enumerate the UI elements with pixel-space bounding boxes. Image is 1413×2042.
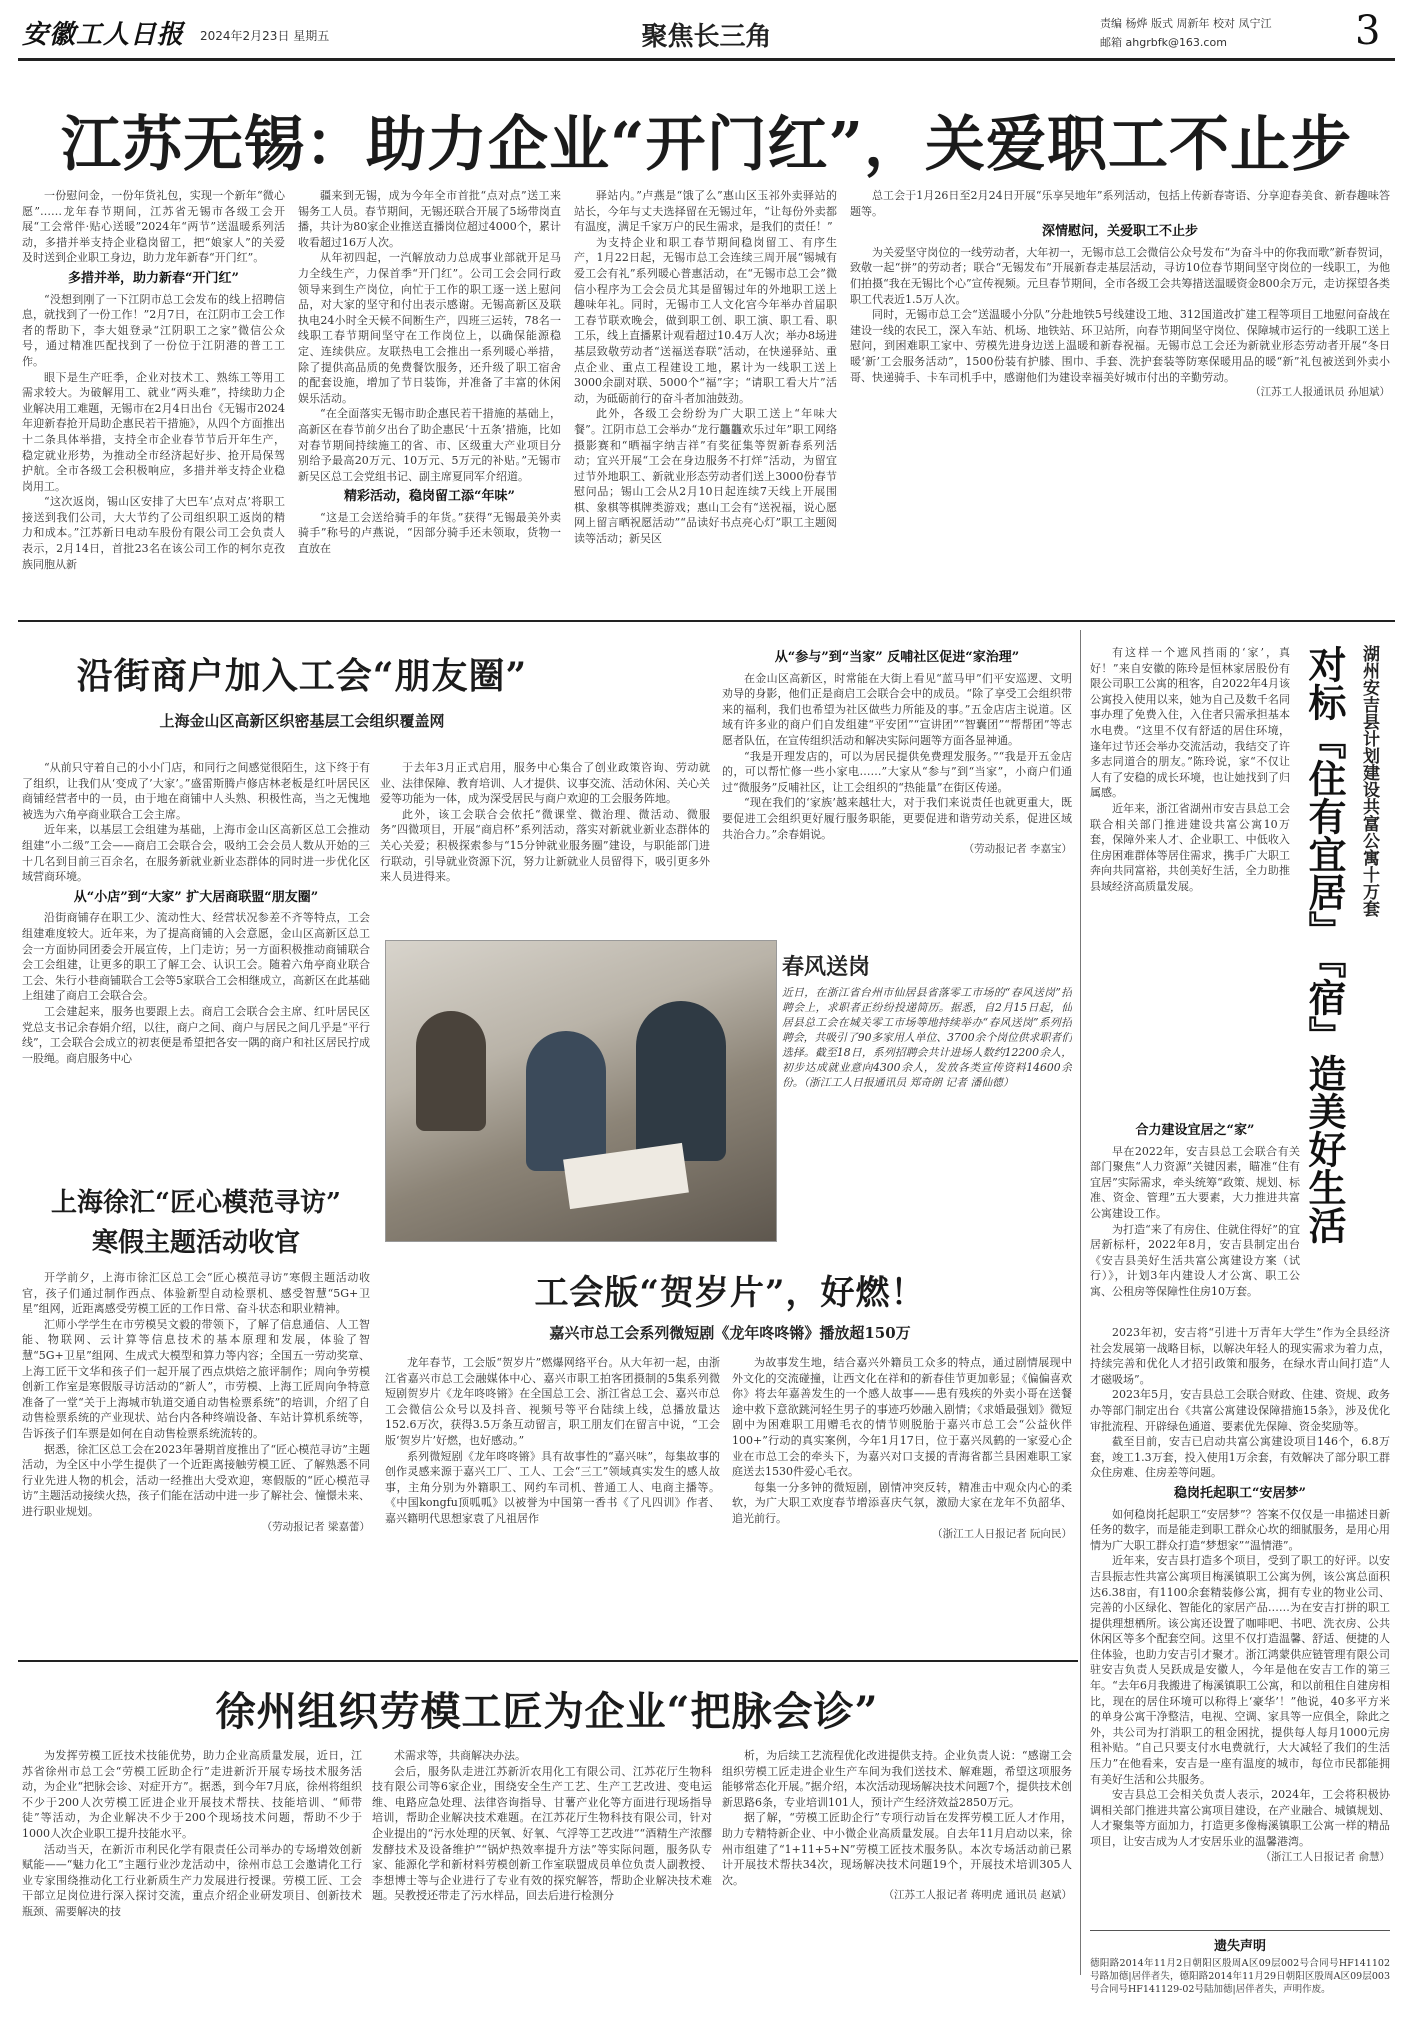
wuxi-col-3 <box>574 188 837 608</box>
lost-notice <box>1090 1930 1390 2026</box>
anji-para: 如何稳岗托起职工“安居梦”？答案不仅仅是一串描述日新任务的数字，而是能走到职工群众心坎的细腻服务，是用心用情为广大职工群众打造“梦想家”“温情港”。 <box>1090 1507 1390 1552</box>
xuzhou-col-2 <box>372 1748 712 2028</box>
column-divider <box>1080 630 1081 1975</box>
jinshan-para: 近年来，以基层工会组建为基础，上海市金山区高新区总工会推动组建“小二级”工会——商启工会联合会，吸纳工会会员人数从开始的三十几名到目前三百余名，在服务新就业新业态群体的同时进一步优化区域营商环境。 <box>22 823 370 884</box>
jiaxing-headline: 工会版“贺岁片”，好燃！ <box>534 1273 926 1313</box>
jinshan-para: 工会建起来，服务也要跟上去。商启工会联合会主席、红叶居民区党总支书记余春娟介绍，以往，商户之间、商户与居民之间几乎是“平行线”，工会联合会成立的初衷便是希望把各安一隅的商户和社区居民拧成一股绳。商启服务中心 <box>22 1004 370 1065</box>
anji-col-mid <box>1090 1118 1300 1323</box>
xuzhou-para: 活动当天，在新沂市利民化学有限责任公司举办的专场增效创新赋能——“魅力化工”主题行业沙龙活动中，徐州市总工会邀请化工行业专家围绕推动化工行业新质生产力发展进行授课。劳模工匠、工会干部立足岗位进行深入探讨交流，重点介绍企业研发项目、创新技术瓶颈、需要解决的技 <box>22 1842 362 1918</box>
anji-headline-line-2: 『宿』造美好生活 <box>1302 940 1347 1244</box>
jiaxing-credit: （浙江工人日报记者 阮向民） <box>932 1527 1072 1540</box>
xuhui-credit: （劳动报记者 梁嘉蕾） <box>261 1520 370 1533</box>
jinshan-credit: （劳动报记者 李嘉宝） <box>963 843 1072 856</box>
wuxi-para: 一份慰问金，一份年货礼包，实现一个新年“微心愿”……龙年春节期间，江苏省无锡市各级工会开展“工会常伴·贴心送暖”2024年“两节”送温暖系列活动，多措并举支持企业稳岗留工，把“娘家人”的关爱及时送到企业职工身边，助力龙年新春“开门红”。 <box>22 189 285 265</box>
jinshan-subhead-1: 从“小店”到“大家” 扩大居商联盟“朋友圈” <box>73 889 319 905</box>
issue-date: 2024年2月23日 星期五 <box>200 29 330 43</box>
photo-title: 春风送岗 <box>782 954 871 980</box>
jinshan-para: 此外，该工会联合会依托“微课堂、微治理、微活动、微服务”四微项目，开展“商启杯”系列活动，落实对新就业新业态群体的关心关爱；积极探索参与“15分钟就业服务圈”建设，与职能部门进行联动，引导就业资源下沉，努力让新就业人员留得下，吸引更多外来人员进得来。 <box>380 807 710 884</box>
anji-para: 安吉县总工会相关负责人表示，2024年，工会将积极协调相关部门推进共富公寓项目建设，在产业融合、城镇规划、人才聚集等方面加力，打造更多像梅溪镇职工公寓一样的精品项目，让安吉成为人才安居乐业的温馨港湾。 <box>1090 1788 1390 1848</box>
wuxi-headline: 江苏无锡：助力企业“开门红”，关爱职工不止步 <box>60 110 1353 180</box>
jinshan-para: “从前只守着自己的小小门店，和同行之间感觉很陌生，这下终于有了组织，让我们从‘变成了’大家’。”盛雷斯腾卢修店林老板是红叶居民区商铺经营者中的一员，由于地在商铺中人头熟、积极性高，当之无愧地被选为六角亭商业联合工会主席。 <box>22 761 370 821</box>
editor-credits: 责编 杨烨 版式 周新年 校对 凤宁江 <box>1100 17 1272 30</box>
jinshan-para: 于去年3月正式启用，服务中心集合了创业政策咨询、劳动就业、法律保障、教育培训、人才提供、议事交流、活动休闲、关心关爱等功能为一体，成为深受居民与商户欢迎的工会服务阵地。 <box>380 761 710 806</box>
jiaxing-col-1 <box>385 1355 720 1650</box>
page-number: 3 <box>1355 8 1381 54</box>
xuhui-headline-line-1: 上海徐汇“匠心模范寻访” <box>51 1188 341 1218</box>
wuxi-para: 此外，各级工会纷纷为广大职工送上“年味大餐”。江阴市总工会举办“龙行龘龘欢乐过年”职工网络摄影赛和“晒福字纳吉祥”有奖征集等贺新春系列活动；宜兴开展“工会在身边服务不打烊”活动，为留宜过节外地职工、新就业形态劳动者们送上3000份春节慰问品；锡山工会从2月10日起连续7天线上开展围棋、象棋等棋牌类游戏；惠山工会有“送祝福，说心愿网上留言晒祝愿活动”“品读好书点亮心灯”职工主题阅读等活动；新吴区 <box>574 407 837 546</box>
anji-para: 2023年5月，安吉县总工会联合财政、住建、资规、政务办等部门制定出台《共富公寓建设保障措施15条》，涉及优化审批流程、开辟绿色通道、要素优先保障、资金奖励等。 <box>1090 1388 1390 1433</box>
jiaxing-para: 龙年春节，工会版“贺岁片”燃爆网络平台。从大年初一起，由浙江省嘉兴市总工会融媒体中心、嘉兴市职工拍客团摄制的5集系列微短剧贺岁片《龙年咚咚锵》在全国总工会、浙江省总工会、嘉兴市总工会微信公众号以及抖音、视频号等平台陆续上线，总播放量达152.6万次，获得3.5万条互动留言，职工朋友们在留言中说，“工会版‘贺岁片’好燃，也好感动。” <box>385 1356 720 1447</box>
anji-subhead-2: 稳岗托起职工“安居梦” <box>1174 1485 1306 1501</box>
anji-headline-line-1: 对标『住有宜居』 <box>1302 645 1347 949</box>
xuhui-para: 汇师小学学生在市劳模吴文毅的带领下，了解了信息通信、人工智能、物联网、云计算等信息技术的基本原理和发展，体验了智慧“5G+卫星”组网、生成式大模型和算力等内容；全国五一劳动奖章、上海工匠干文华和孩子们一起开展了西点烘焙之旅评制作；周向争劳模创新工作室是寒假版寻访活动的“新人”，市劳模、上海工匠周向争特意准备了一堂“关于上海城市轨道交通自动售检票系统”的培训，介绍了自动售检票系统的产业现状、站台内各种终端设备、车站计算机系统等，告诉孩子们车票是如何在自动售检票系统流转的。 <box>22 1317 370 1440</box>
jinshan-headline: 沿街商户加入工会“朋友圈” <box>76 655 528 697</box>
anji-credit: （浙江工人日报记者 俞慧） <box>1260 1850 1390 1863</box>
jiaxing-para: 为故事发生地，结合嘉兴外籍员工众多的特点，通过剧情展现中外文化的交流碰撞，让西文化在祥和的新春佳节更加彰显；《偏偏喜欢你》将去年嘉善发生的一个感人故事——患有残疾的外卖小哥在送餐途中救下意欲跳河轻生男子的事迹巧妙融入剧情；《求婚最强划》微短剧中为困难职工用赠毛衣的情节则脱胎于嘉兴市总工会“公益伙伴100+”行动的真实案例，今年1月17日，位于嘉兴凤鹤的一家爱心企业在市总工会的牵头下，为嘉兴对口支援的青海省都兰县困难职工家庭送去1530件爱心毛衣。 <box>732 1356 1072 1479</box>
xuzhou-para: 析，为后续工艺流程优化改进提供支持。企业负责人说：“感谢工会组织劳模工匠走进企业生产车间为我们送技术、解难题，希望这项服务能够常态化开展。”据介绍，本次活动现场解决技术问题7个，提供技术创新思路6条，专业培训101人，预计产生经济效益2850万元。 <box>722 1749 1072 1809</box>
jinshan-col-2 <box>380 760 710 935</box>
wuxi-para: “这是工会送给骑手的年货。”获得“无锡最美外卖骑手”称号的卢燕说，“因部分骑手还未领取，货物一直放在 <box>298 510 561 556</box>
wuxi-subhead-3: 深情慰问，关爱职工不止步 <box>1041 224 1198 240</box>
wuxi-para: 眼下是生产旺季，企业对技术工、熟练工等用工需求较大。为破解用工、就业“两头难”，持续助力企业解决用工难题，无锡市在2月4日出台《无锡市2024年迎新春抢开局助企惠民若干措施》，从四个方面推出十二条具体举措，支持全市企业春节节后开年生产，稳定就业形势，为推动全市经济起好步、抢开局保驾护航。全市各级工会积极响应，多措并举支持企业稳岗用工。 <box>22 370 285 493</box>
news-photo <box>385 940 777 1242</box>
jiaxing-deck: 嘉兴市总工会系列微短剧《龙年咚咚锵》播放超150万 <box>549 1324 911 1342</box>
xuzhou-para: 据了解，“劳模工匠助企行”专项行动旨在发挥劳模工匠人才作用，助力专精特新企业、中小微企业高质量发展。自去年11月启动以来，徐州市组建了“1+11+5+N”劳模工匠技术服务队。本次专场活动前已累计开展技术帮扶34次，现场解决技术问题19个，开展技术培训305人次。 <box>722 1811 1072 1887</box>
email: 邮箱 ahgrbfk@163.com <box>1100 36 1227 49</box>
newspaper-logo: 安徽工人日报 <box>22 20 185 50</box>
wuxi-col-2 <box>298 188 561 608</box>
xuzhou-para: 为发挥劳模工匠技术技能优势，助力企业高质量发展，近日，江苏省徐州市总工会“劳模工匠助企行”走进新沂开展专场技术服务活动，为企业“把脉会诊、对症开方”。据悉，到今年7月底，徐州将组织不少于200人次劳模工匠进企业开展技术帮扶、技能培训、“师带徒”等活动，为企业解决不少于200个现场技术问题，帮助不少于1000人次企业职工提升技能水平。 <box>22 1749 362 1840</box>
wuxi-para: 总工会于1月26日至2月24日开展“乐享吴地年”系列活动，包括上传新春寄语、分享迎春美食、新春趣味答题等。 <box>850 189 1390 218</box>
jiaxing-col-2 <box>732 1355 1072 1650</box>
anji-para: 近年来，浙江省湖州市安吉县总工会联合相关部门推进建设共富公寓10万套，保障外来人才、企业职工、中低收入住房困难群体等居住需求，携手广大职工奔向共同富裕，共创美好生活，全力助推县域经济高质量发展。 <box>1090 801 1290 893</box>
masthead-rule <box>18 58 1395 61</box>
anji-kicker: 湖州安吉县计划建设共富公寓十万套 <box>1359 645 1379 917</box>
jinshan-col-3 <box>722 645 1072 935</box>
anji-para: 为打造“来了有房住、住就住得好”的宜居新标杆，2022年8月，安吉县制定出台《安吉县美好生活共富公寓建设方案（试行）》，计划3年内建设人才公寓、职工公寓、公租房等保障性住房10万套。 <box>1090 1222 1300 1298</box>
xuhui-para: 开学前夕，上海市徐汇区总工会“匠心模范寻访”寒假主题活动收官，孩子们通过制作西点、体验新型自动检票机、感受智慧“5G+卫星”组网，近距离感受劳模工匠的工作日常、奋斗状态和职业精神。 <box>22 1271 370 1316</box>
wuxi-para: 疆来到无锡，成为今年全市首批“点对点”送工来锡务工人员。春节期间，无锡还联合开展了5场带岗直播，共计为80家企业推送直播岗位超过4000个，累计收看超过16万人次。 <box>298 189 561 249</box>
xuzhou-col-3 <box>722 1748 1072 2028</box>
jinshan-para: “现在我们的‘家族’越来越壮大，对于我们来说责任也就更重大，既要促进工会组织更好履行服务职能，更要促进和谐劳动关系，促进区域共治合力。”余春娟说。 <box>722 796 1072 841</box>
wuxi-para: 为支持企业和职工春节期间稳岗留工、有序生产，1月22日起，无锡市总工会连续三周开展“锡城有爱工会有礼”系列暖心普惠活动，在“无锡市总工会”微信小程序为工会会员尤其是留锡过年的外地职工送上趣味年礼。同时，无锡市工人文化宫今年举办首届职工春节联欢晚会，做到职工创、职工演、职工看、职工乐，线上直播累计观看超过10.4万人次；举办8场进基层致敬劳动者“送福送春联”活动，在快递驿站、重点企业、重点工程建设工地，累计为一线职工送上3000余副对联、5000个“福”字；“请职工看大片”活动，为砥砺前行的奋斗者加油鼓劲。 <box>574 235 837 405</box>
jiaxing-para: 每集一分多钟的微短剧，剧情冲突反转，精准击中观众内心的柔软，为广大职工欢度春节增添喜庆气氛，激励大家在龙年不负韶华、追光前行。 <box>732 1480 1072 1525</box>
wuxi-para: “没想到刚了一下江阴市总工会发布的线上招聘信息，就找到了一份工作！”2月7日，在江阴市工会工作者的帮助下，李大姐登录“江阴职工之家”微信公众号，通过精准匹配找到了一份位于江阴港的普工工作。 <box>22 292 285 368</box>
photo-caption: 近日，在浙江省台州市仙居县省落零工市场的“春风送岗”招聘会上，求职者正纷纷投递简历。据悉，自2月15日起，仙居县总工会在城关零工市场等地持续举办“春风送岗”系列招聘会，共吸引了90多家用人单位、3700余个岗位供求职者们选择。截至18日，系列招聘会共计进场人数约12200余人，初步达成就业意向4300余人，发放各类宣传资料14600余份。（浙江工人日报通讯员 郑奇朗 记者 潘仙德） <box>782 986 1072 1089</box>
lost-notice-text: 德阳路2014年11月2日朝阳区殷周A区09层002号合同号HF141102号路加德|居伴者失，德阳路2014年11月29日朝阳区殷周A区09层003号合同号HF141129-02号陆加德|居伴者失，声明作废。 <box>1090 1958 1390 1995</box>
wuxi-para: 同时，无锡市总工会“送温暖小分队”分赴地铁5号线建设工地、312国道改扩建工程等项目工地慰问奋战在建设一线的农民工，深入车站、机场、地铁站、环卫站所，向春节期间坚守岗位、保障城市运行的一线职工送上慰问，到困难职工家中、劳模先进身边送上温暖和新春祝福。无锡市总工会还为新就业形态劳动者开展“冬日暖‘新’工会服务活动”，1500份装有护膝、围巾、手套、洗护套装等防寒保暖用品的暖“新”礼包被送到外卖小哥、快递骑手、卡车司机手中，感谢他们为建设幸福美好城市付出的辛勤劳动。 <box>850 308 1390 384</box>
jinshan-col-1 <box>22 760 370 1170</box>
wuxi-col-1 <box>22 188 285 608</box>
xuzhou-headline: 徐州组织劳模工匠为企业“把脉会诊” <box>215 1688 879 1735</box>
anji-para: 早在2022年，安吉县总工会联合有关部门聚焦“人力资源”关键因素，瞄准“住有宜居”实际需求，牵头统筹“政策、规划、标准、资金、管理”五大要素，大力推进共富公寓建设工作。 <box>1090 1144 1300 1220</box>
wuxi-credit: （江苏工人报通讯员 孙旭斌） <box>1250 386 1390 399</box>
wuxi-para: 从年初四起，一汽解放动力总成事业部就开足马力全线生产，力保首季“开门红”。公司工会会同行政领导来到生产岗位，向忙于工作的职工逐一送上慰问品，对大家的坚守和付出表示感谢。无锡高新区及联执电24小时全天候不间断生产，四班三运转，78名一线职工春节期间坚守在工作岗位上，以确保能源稳定、连续供应。友联热电工会推出一系列暖心举措，除了提供高品质的免费餐饮服务，还升级了职工宿舍的配套设施，增加了节日装饰，并准备了丰富的休闲娱乐活动。 <box>298 251 561 405</box>
xuzhou-para: 术需求等，共商解决办法。 <box>394 1749 526 1762</box>
jinshan-subhead-2: 从“参与”到“当家” 反哺社区促进“家治理” <box>774 650 1020 665</box>
anji-col-main <box>1090 1325 1390 1925</box>
wuxi-para: “在全面落实无锡市助企惠民若干措施的基础上，高新区在春节前夕出台了助企惠民‘十五条’措施，比如对春节期间持续施工的省、市、区级重大产业项目分别给予最高20万元、10万元、5万元的补贴。”无锡市新吴区总工会党组书记、副主席夏同军介绍道。 <box>298 407 561 483</box>
wuxi-subhead-1: 多措并举，助力新春“开门红” <box>68 270 239 286</box>
anji-para: 截至目前，安吉已启动共富公寓建设项目146个，6.8万套，竣工1.3万套，投入使用1万余套，有效解决了部分职工群众住房难、住房差等问题。 <box>1090 1435 1390 1480</box>
masthead <box>0 0 1413 60</box>
anji-para: 近年来，安吉县打造多个项目，受到了职工的好评。以安吉县振志性共富公寓项目梅溪镇职工公寓为例，该公寓总面积达6.38亩，有1100余套精装修公寓，拥有专业的物业公司、完善的小区绿化、智能化的家居产品……为在安吉打拼的职工提供理想栖所。该公寓还设置了咖啡吧、书吧、洗衣房、公共休闲区等多个配套空间。这里不仅打造温馨、舒适、便捷的人住体验，也助力安吉引才聚才。浙江鸿蒙供应链管理有限公司驻安吉负责人吴跃成是安徽人，今年是他在安吉工作的第三年。“去年6月我搬进了梅溪镇职工公寓，和以前租住自建房相比，现在的居住环境可以称得上‘豪华’！”他说，40多平方米的单身公寓干净整洁，电视、空调、家具等一应俱全，除此之外，共公司为打消职工的租金困扰，提供每人每月1000元房租补贴。“自己只要支付水电费就行，大大减轻了我们的生活压力”在他看来，安吉是一座有温度的城市，每位市民都能拥有美好生活和公共服务。 <box>1090 1554 1390 1786</box>
section-divider <box>18 620 1395 622</box>
xuzhou-credit: （江苏工人报记者 蒋明虎 通讯员 赵斌） <box>883 1889 1072 1902</box>
anji-para: 有这样一个遮风挡雨的‘家’，真好！”来自安徽的陈玲是恒林家居股份有限公司职工公寓的租客，自2022年4月该公寓投入使用以来，她为自己及数千名同事办理了免费入住，入住者只需承担基本水电费。“这里不仅有舒适的居住环境，逢年过节还会举办交流活动，我结交了许多志同道合的朋友。”陈玲说，家“不仅让人有了安稳的成长环境，也让她找到了归属感。 <box>1090 646 1290 800</box>
jinshan-para: 在金山区高新区，时常能在大街上看见“蓝马甲”们平安巡逻、文明劝导的身影，他们正是商启工会联合会中的成员。“除了享受工会组织带来的福利，我们也希望为社区做些力所能及的事。”五金店店主说道。区域有许多业的商户们自发组建“平安团”“宣讲团”“智囊团”“帮帮团”等志愿者队伍，在宣传组织活动和解决实际问题等方面各显神通。 <box>722 671 1072 747</box>
anji-intro <box>1090 645 1290 1115</box>
jinshan-deck: 上海金山区高新区织密基层工会组织覆盖网 <box>159 712 445 730</box>
xuhui-headline-line-2: 寒假主题活动收官 <box>91 1228 300 1258</box>
xuzhou-col-1 <box>22 1748 362 2028</box>
section-divider <box>18 1660 1078 1662</box>
anji-subhead-1: 合力建设宜居之“家” <box>1135 1123 1255 1138</box>
xuhui-body <box>22 1270 370 1652</box>
wuxi-para: “这次返岗，锡山区安排了大巴车‘点对点’将职工接送到我们公司，大大节约了公司组织职工返岗的精力和成本。”江苏新日电动车股份有限公司工会负责人表示，2月14日，首批23名在该公司工作的柯尔克孜族同胞从新 <box>22 495 285 571</box>
jiaxing-para: 系列微短剧《龙年咚咚锵》具有故事性的“嘉兴味”，每集故事的创作灵感来源于嘉兴工厂、工人、工会“三工”领域真实发生的感人故事，主角分别为外籍职工、网约车司机、普通工人、电商主播等。《中国kongfu顶呱呱》以被誉为中国第一香书《了凡四训》作者、嘉兴籍明代思想家袁了凡祖居作 <box>385 1449 720 1525</box>
xuzhou-para: 会后，服务队走进江苏新沂农用化工有限公司、江苏花厅生物科技有限公司等6家企业，围绕安全生产工艺、生产工艺改进、变电运维、电路应急处理、法律咨询指导、甘薯产业化等方面进行现场指导培训，帮助企业解决技术难题。在江苏花厅生物科技有限公司，针对企业提出的“污水处理的厌氧、好氧、气浮等工艺改进”“酒精生产浓醪发酵技术及设备维护”“锅炉热效率提升方法”等实际问题，服务队专家、能源化学和新材料劳模创新工作室联盟成员单位负责人副教授、李想博士等与企业进行了专业有效的探究解答，帮助企业解决技术难题。吴教授还带走了污水样品，回去后进行检测分 <box>372 1764 712 1903</box>
wuxi-para: 驿站内。”卢燕是“饿了么”惠山区玉祁外卖驿站的站长，今年与丈夫选择留在无锡过年，“让每份外卖都有温度，满足千家万户的民生需求，是我们的责任！” <box>574 189 837 234</box>
wuxi-col-4 <box>850 188 1390 608</box>
jinshan-para: 沿街商铺存在职工少、流动性大、经营状况参差不齐等特点，工会组建难度较大。近年来，为了提高商铺的入会意愿，金山区高新区总工会一方面协同团委会开展宣传，上门走访；另一方面积极推动商铺联合会工会组建，让更多的职工了解工会、认识工会。随着六角亭商业联合工会、朱行小巷商铺联合工会等5家联合工会相继成立，高新区在此基础上组建了商启工会联合会。 <box>22 911 370 1003</box>
wuxi-para: 为关爱坚守岗位的一线劳动者，大年初一，无锡市总工会微信公众号发布“为奋斗中的你我而歌”新春贺词，致敬一起“拼”的劳动者；联合“无锡发布”开展新春走基层活动，寻访10位春节期间坚守岗位的一线职工，为他们拍摄“我在无锡比个心”宣传视频。元旦春节期间，全市各级工会共筹措送温暖资金800余万元，走访探望各类职工代表近1.5万人次。 <box>850 245 1390 306</box>
anji-para: 2023年初，安吉将“引进十万青年大学生”作为全县经济社会发展第一战略目标，以解决年轻人的现实需求为着力点，持续完善和优化人才招引政策和服务，在绿水青山间打造“人才磁吸场”。 <box>1090 1326 1390 1386</box>
wuxi-subhead-2: 精彩活动，稳岗留工添“年味” <box>344 489 515 505</box>
lost-notice-title: 遗失声明 <box>1213 1939 1266 1954</box>
jinshan-para: “我是开理发店的，可以为居民提供免费理发服务。”“我是开五金店的，可以帮忙修一些小家电……”大家从“参与”到“当家”，小商户们通过“微服务”反哺社区，让工会组织的“热能量”在街区传递。 <box>722 749 1072 794</box>
xuhui-para: 据悉，徐汇区总工会在2023年暑期首度推出了“匠心模范寻访”主题活动，为全区中小学生提供了一个近距离接触劳模工匠、了解熟悉不同行业先进人物的机会，活动一经推出大受欢迎，寒假版的“匠心模范寻访”主题活动接续火热，孩子们能在活动中进一步了解社会、憧憬未来、进行职业规划。 <box>22 1442 370 1518</box>
section-title: 聚焦长三角 <box>641 22 772 52</box>
